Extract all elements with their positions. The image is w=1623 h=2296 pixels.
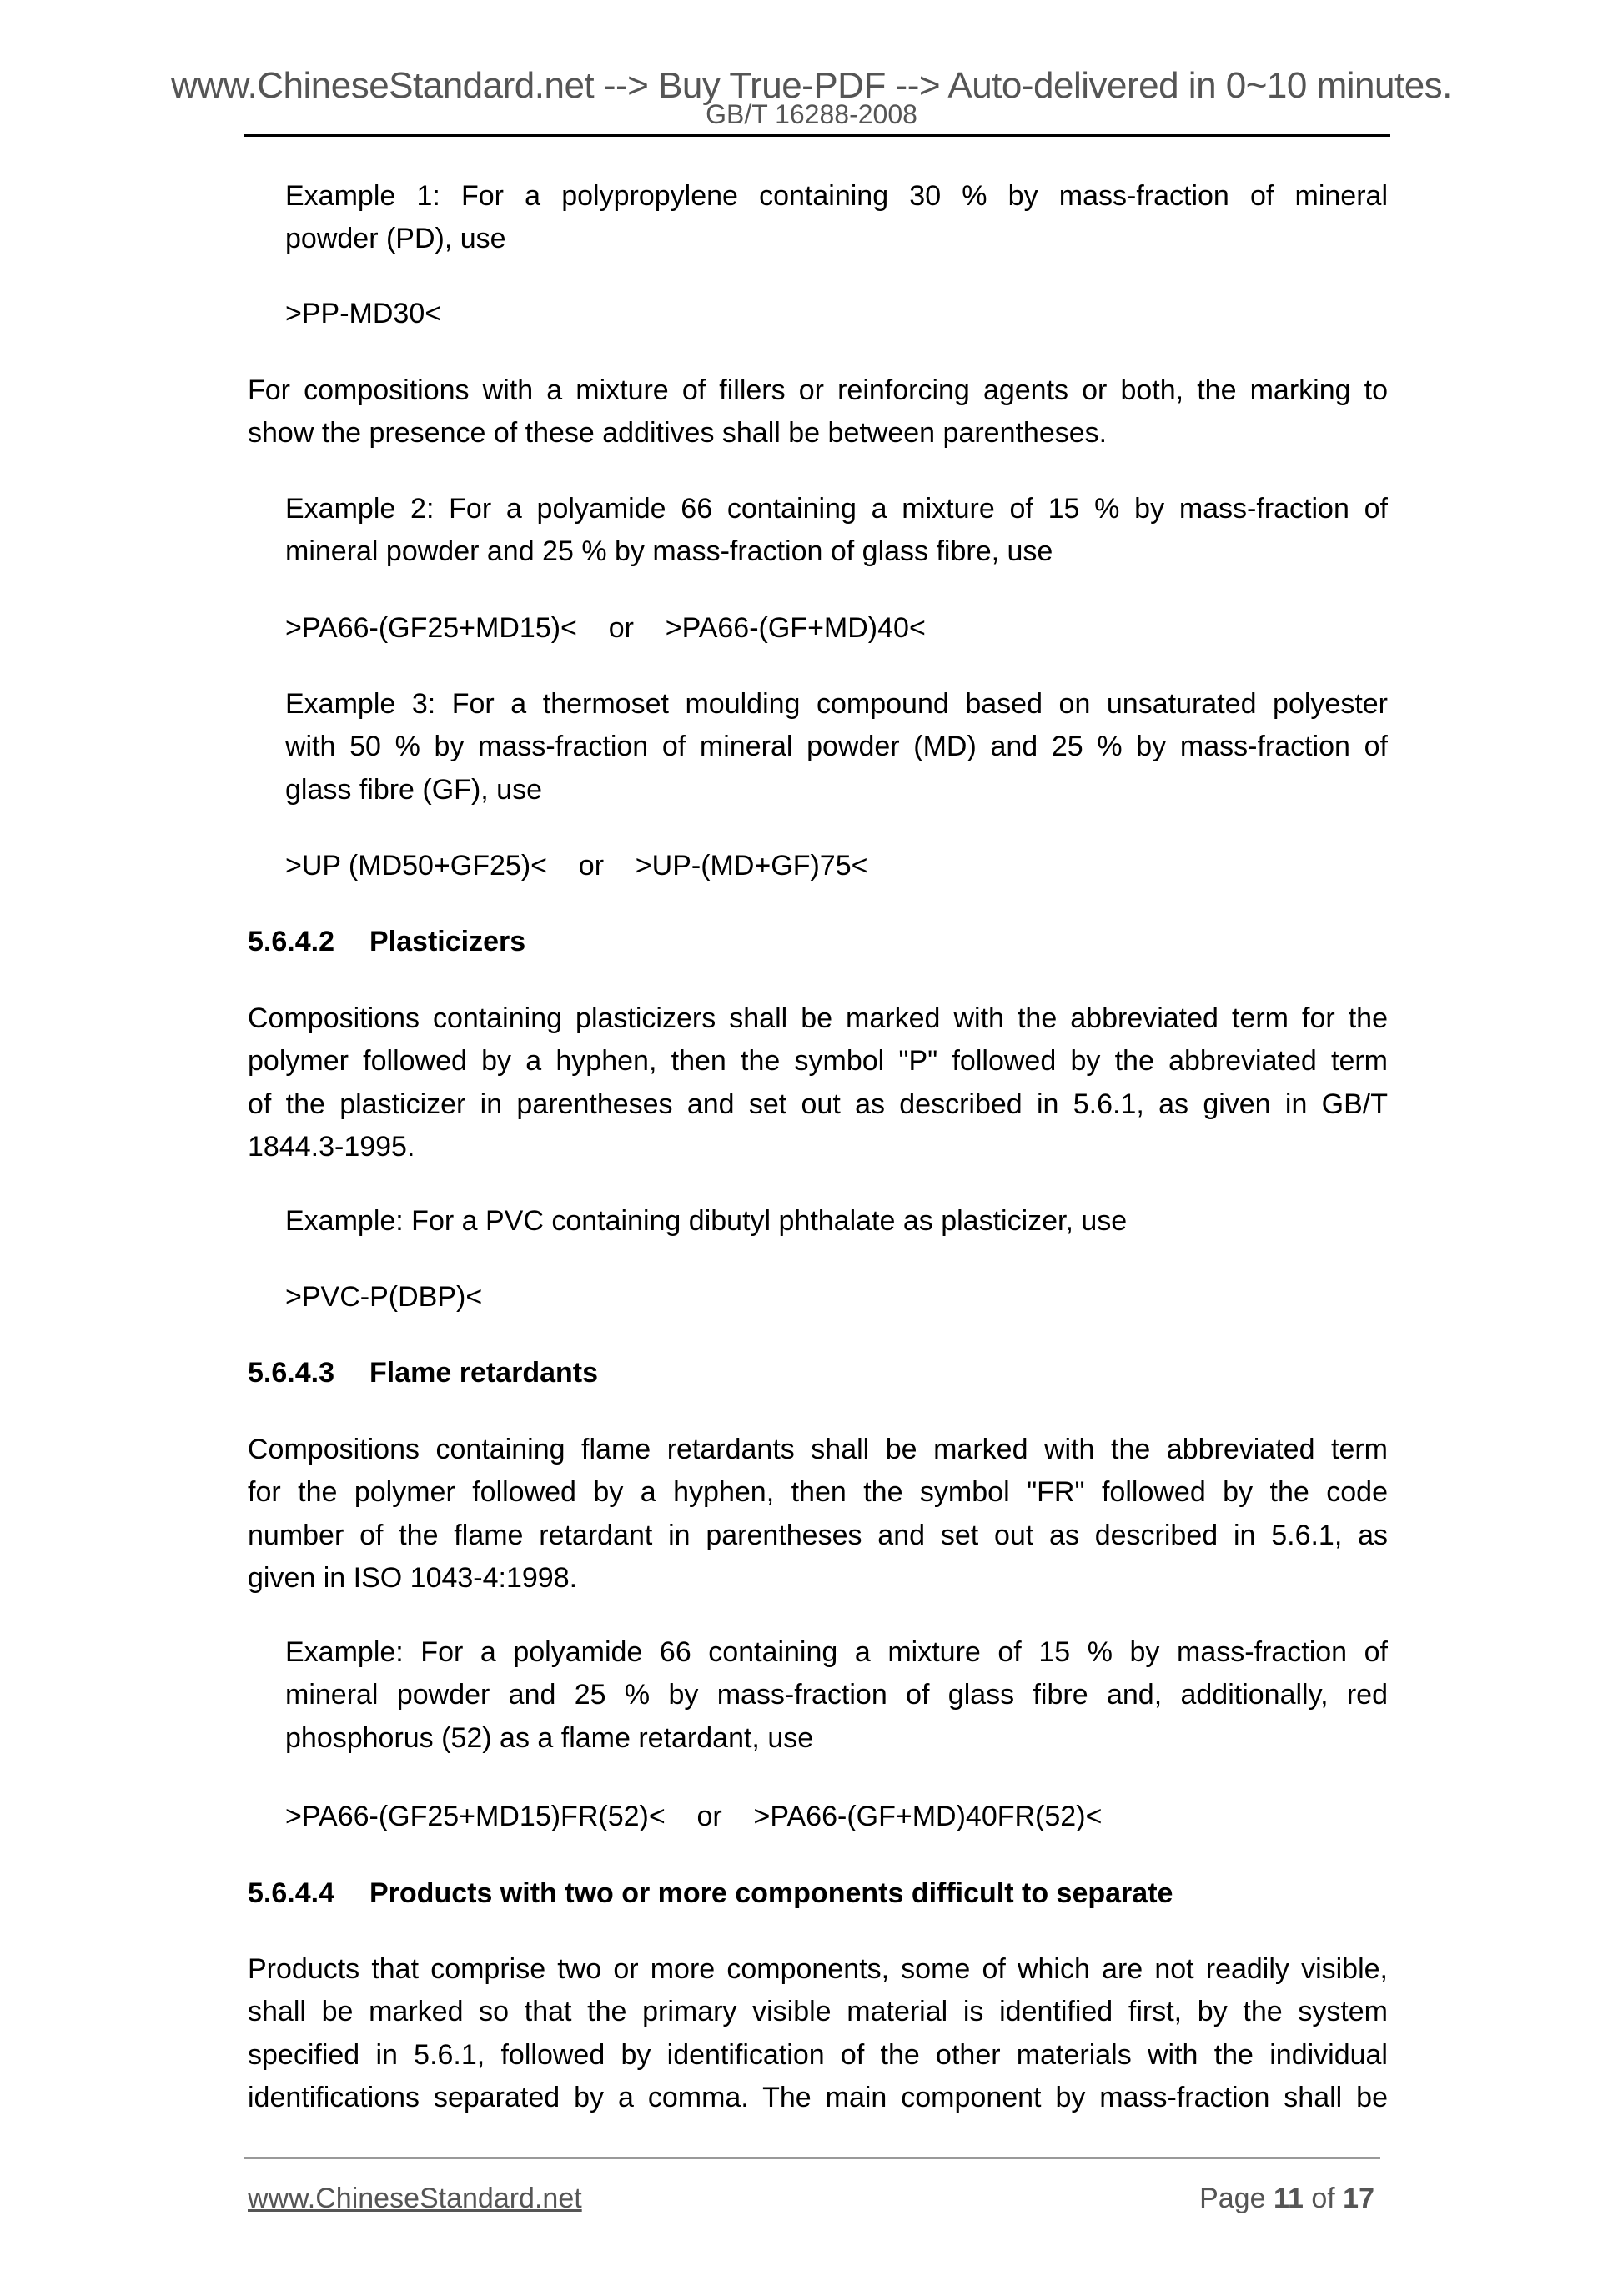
example-paragraph — [285, 175, 1388, 261]
paragraph — [248, 1429, 1388, 1600]
text-line: For compositions with a mixture of fillers or reinforcing agents or both, the marking to — [248, 374, 1388, 406]
example-paragraph — [285, 607, 1388, 650]
section-heading — [248, 1352, 1388, 1394]
text-line: >UP (MD50+GF25)< or >UP-(MD+GF)75< — [285, 850, 868, 882]
text-line: Compositions containing flame retardants shall be marked with the abbreviated term — [248, 1434, 1388, 1465]
text-line: for the polymer followed by a hyphen, then the symbol "FR" followed by the code — [248, 1476, 1388, 1509]
text-line: number of the flame retardant in parentheses and set out as described in 5.6.1, as — [248, 1519, 1388, 1551]
paragraph — [248, 369, 1388, 455]
text-line: of the plasticizer in parentheses and set out as described in 5.6.1, as given in GB/T — [248, 1088, 1388, 1120]
standard-code: GB/T 16288-2008 — [706, 99, 917, 129]
example-paragraph — [285, 1631, 1388, 1760]
text-line: 1844.3-1995. — [248, 1130, 415, 1163]
section-title: Products with two or more components difficult to separate — [369, 1877, 1173, 1909]
section-title: Plasticizers — [369, 926, 526, 957]
text-line: phosphorus (52) as a flame retardant, use — [285, 1721, 814, 1754]
example-paragraph — [285, 683, 1388, 811]
example-paragraph — [285, 1200, 1388, 1243]
example-paragraph — [285, 293, 1388, 335]
text-line: Compositions containing plasticizers shall be marked with the abbreviated term for the — [248, 1002, 1388, 1034]
example-paragraph — [285, 1796, 1388, 1838]
page-indicator — [1199, 2183, 1374, 2215]
text-line: polymer followed by a hyphen, then the symbol "P" followed by the abbreviated term — [248, 1045, 1388, 1078]
header-banner: www.ChineseStandard.net --> Buy True-PDF --> Auto-delivered in 0~10 minutes. — [171, 65, 1452, 106]
example-paragraph — [285, 845, 1388, 887]
section-number: 5.6.4.4 — [248, 1877, 334, 1909]
text-line: >PA66-(GF25+MD15)FR(52)< or >PA66-(GF+MD)40FR(52)< — [285, 1801, 1103, 1832]
page-of: of — [1311, 2183, 1335, 2214]
text-line: with 50 % by mass-fraction of mineral powder (MD) and 25 % by mass-fraction of — [285, 731, 1388, 763]
paragraph — [248, 997, 1388, 1168]
text-line: >PA66-(GF25+MD15)< or >PA66-(GF+MD)40< — [285, 612, 926, 644]
text-line: Example 3: For a thermoset moulding compound based on unsaturated polyester — [285, 688, 1388, 720]
text-line: identifications separated by a comma. The main component by mass-fraction shall be — [248, 2081, 1388, 2113]
text-line: >PP-MD30< — [285, 298, 442, 329]
text-line: Products that comprise two or more components, some of which are not readily visible, — [248, 1953, 1388, 1985]
section-title: Flame retardants — [369, 1357, 598, 1389]
footer-website-link[interactable]: www.ChineseStandard.net — [248, 2183, 582, 2214]
section-number: 5.6.4.2 — [248, 926, 334, 957]
section-heading — [248, 1872, 1388, 1915]
text-line: Example 2: For a polyamide 66 containing a mixture of 15 % by mass-fraction of — [285, 493, 1388, 525]
example-paragraph — [285, 488, 1388, 574]
text-line: glass fibre (GF), use — [285, 773, 542, 806]
footer-divider — [244, 2157, 1380, 2159]
example-paragraph — [285, 1276, 1388, 1319]
section-heading — [248, 921, 1388, 963]
header-divider — [244, 134, 1390, 137]
text-line: shall be marked so that the primary visible material is identified first, by the system — [248, 1996, 1388, 2028]
page-total: 17 — [1343, 2183, 1374, 2214]
text-line: >PVC-P(DBP)< — [285, 1281, 483, 1313]
text-line: mineral powder and 25 % by mass-fraction of glass fibre, use — [285, 535, 1053, 568]
paragraph — [248, 1948, 1388, 2119]
text-line: powder (PD), use — [285, 223, 506, 255]
text-line: Example: For a PVC containing dibutyl phthalate as plasticizer, use — [285, 1205, 1128, 1237]
text-line: mineral powder and 25 % by mass-fraction of glass fibre and, additionally, red — [285, 1679, 1388, 1711]
text-line: show the presence of these additives shall be between parentheses. — [248, 417, 1108, 450]
text-line: given in ISO 1043-4:1998. — [248, 1561, 578, 1594]
section-number: 5.6.4.3 — [248, 1357, 334, 1389]
text-line: Example: For a polyamide 66 containing a mixture of 15 % by mass-fraction of — [285, 1636, 1388, 1668]
page-prefix: Page — [1199, 2183, 1266, 2214]
text-line: Example 1: For a polypropylene containing 30 % by mass-fraction of mineral — [285, 180, 1388, 212]
page-current: 11 — [1273, 2183, 1304, 2214]
text-line: specified in 5.6.1, followed by identification of the other materials with the individual — [248, 2038, 1388, 2071]
